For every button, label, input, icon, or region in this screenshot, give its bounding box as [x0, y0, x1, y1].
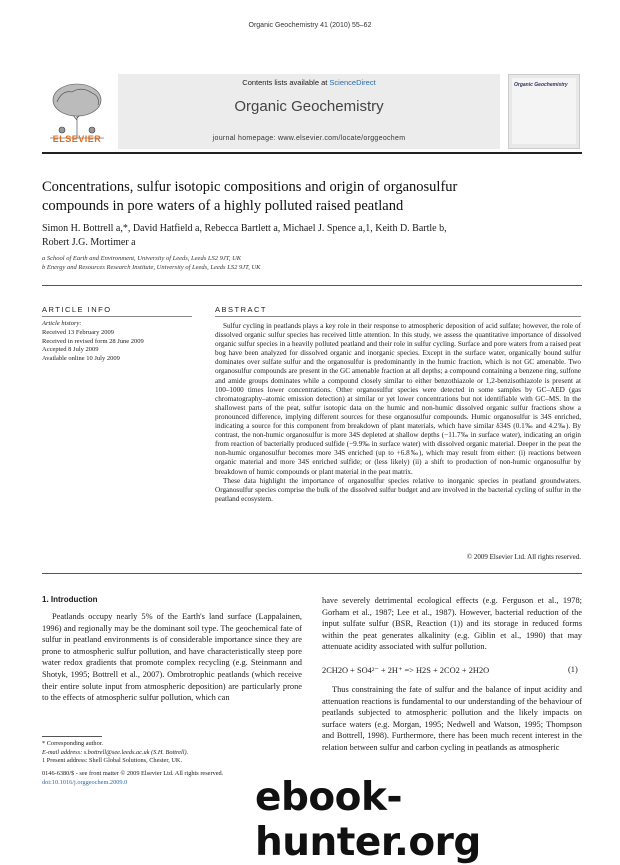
- header-rule: [42, 152, 582, 154]
- abstract-heading: ABSTRACT: [215, 305, 268, 314]
- footnote-corresponding: * Corresponding author.: [42, 740, 104, 747]
- journal-title: Organic Geochemistry: [234, 98, 384, 115]
- abstract-bottom-rule: [42, 573, 582, 574]
- sciencedirect-link[interactable]: ScienceDirect: [329, 78, 376, 87]
- paper-title: [42, 178, 582, 216]
- contents-prefix: Contents lists available at: [242, 78, 330, 87]
- authors-line-2: Robert J.G. Mortimer a: [42, 237, 136, 248]
- section-rule: [42, 285, 582, 286]
- equation-number: (1): [568, 665, 578, 674]
- affiliation-a: a School of Earth and Environment, University of Leeds, Leeds LS2 9JT, UK: [42, 255, 242, 262]
- col2-paragraph-1: have severely detrimental ecological effects (e.g. Ferguson et al., 1978; Gorham et al., 1987; Lee et al., 1987). However, bacterial reduction of the input sulfate sulfur (BSR, Reaction (1)) and its storage in reduced forms within the peat generates alkalinity (e.g. Giblin et al., 1990) that may attenuate acidity associated with sulfur pollution.: [322, 596, 582, 652]
- publisher-name: ELSEVIER: [52, 134, 102, 144]
- authors-line-1: Simon H. Bottrell a,*, David Hatfield a, Rebecca Bartlett a, Michael J. Spence a,1, Keith D. Bartle b,: [42, 223, 447, 234]
- homepage-url[interactable]: www.elsevier.com/locate/orggeochem: [278, 135, 406, 142]
- journal-homepage: [118, 135, 500, 142]
- article-info-rule: [42, 316, 192, 317]
- footnote-email: E-mail address: s.bottrell@see.leeds.ac.uk (S.H. Bottrell).: [42, 748, 189, 756]
- journal-reference: Organic Geochemistry 41 (2010) 55–62: [248, 22, 372, 29]
- article-history: [42, 320, 192, 364]
- article-info-heading: ARTICLE INFO: [42, 305, 112, 314]
- history-received: Received 13 February 2009: [42, 328, 115, 336]
- reaction-equation: 2CH2O + SO4²⁻ + 2H⁺ => H2S + 2CO2 + 2H2O: [322, 666, 490, 675]
- copyright-notice: © 2009 Elsevier Ltd. All rights reserved.: [466, 553, 581, 561]
- title-line-1: Concentrations, sulfur isotopic compositions and origin of organosulfur: [42, 179, 458, 195]
- title-line-2: compounds in pore waters of a highly polluted raised peatland: [42, 198, 404, 214]
- history-online: Available online 10 July 2009: [42, 355, 120, 363]
- abstract-body: [215, 322, 581, 504]
- contents-line: [118, 78, 500, 87]
- introduction-heading: 1. Introduction: [42, 595, 98, 604]
- footnote-present-address: 1 Present address: Shell Global Solutions, Chester, UK.: [42, 757, 183, 765]
- history-revised: Received in revised form 28 June 2009: [42, 337, 144, 345]
- abstract-paragraph-1: Sulfur cycling in peatlands plays a key role in their response to atmospheric deposition of acid sulfate; however, the role of dissolved organic sulfur species has received little attention. In this study, we assess the quantitative importance of dissolved organic sulfur species in a heavily polluted peatland and their role in sulfur cycling. Surface and pore waters from a raised peat bog have been analyzed for dissolved organic and inorganic species. Except in the surface water, organically bound sulfur dominates over sulfate sulfur and the organosulfur is predominantly in the humic fraction, which is not GC amenable. Two organosulfur compounds are present in the GC amenable fraction at all depths; a compound containing a benzene ring, sulfone and amide groups dominates while a compound closely similar to either benzothiazole or 1,2-benzisothiazole is present at 100–1000 times lower concentrations. Other organosulfur species were detected in some samples by GC–AED (gas chromatography–atomic emission detection) at similar or yet lower concentrations but not identifiable with GC–MS. In the shallowest parts of the peat, sulfur isotopic data on the humic and non-humic dissolved organic sulfur fractions show a pronounced difference, implying different sources for these organosulfur compounds. Humic organosulfur is 34S enriched, indicating a source for this component from breakdown of plant materials, which have similar δ34S (0.1‰ and 4.2‰). By contrast, the non-humic organosulfur is more 34S depleted at shallow depths (−11.7‰ in surface water), indicating an origin from reaction of bacterially produced sulfide (−9.9‰ in surface water) with dissolved organic material. Deeper in the peat the non-humic organosulfur becomes more 34S enriched (up to +6.8‰), which may result from either: (i) reactions between organic material and more 34S enriched sulfide; or (less likely) (ii) a shift to production of non-humic organosulfur by breakdown of humic compounds or plant material in the peat matrix.: [215, 322, 581, 476]
- abstract-paragraph-2: These data highlight the importance of organosulfur species relative to inorganic species in peatland groundwaters. Organosulfur species comprise the bulk of the dissolved sulfur budget and are involved in the bacterial cycling of sulfur in the peatland ecosystem.: [215, 476, 581, 503]
- footnote-rule: [42, 736, 102, 737]
- cover-title: Organic Geochemistry: [514, 82, 568, 88]
- intro-paragraph-1: Peatlands occupy nearly 5% of the Earth's land surface (Lappalainen, 1996) and regionally may be the dominant soil type. The geochemical fate of sulfur in peatland environments is of considerable importance since they are prone to atmospheric sulfur pollution, and have characteristically steep pore water redox gradients that promote complex recycling (e.g. Steinmann and Shotyk, 1995; Bottrell et al., 2007). Ombrotrophic peatlands (which receive their entire solute input from atmospheric deposition) are particularly prone to the effects of atmospheric sulfur pollution, which can: [42, 612, 302, 703]
- watermark-text: ebook-hunter.org: [255, 775, 481, 865]
- author-list: [42, 222, 582, 250]
- homepage-prefix: journal homepage:: [212, 135, 279, 142]
- affiliation-b: b Energy and Resources Research Institute, University of Leeds, Leeds LS2 9JT, UK: [42, 264, 261, 271]
- abstract-rule: [215, 316, 581, 317]
- history-label: Article history:: [42, 320, 82, 327]
- col2-paragraph-2: Thus constraining the fate of sulfur and the balance of input acidity and attenuation reactions is fundamental to our understanding of the behaviour of peatlands subjected to atmospheric pollution and the likely impacts on surface waters (e.g. Morgan, 1995; Nedwell and Watson, 1995; Thompson and Bottrell, 1998). Furthermore, there has been much recent interest in the relation between sulfur and carbon cycling in peatlands as atmospheric: [322, 685, 582, 752]
- issn-line: 0146-6380/$ - see front matter © 2009 Elsevier Ltd. All rights reserved.: [42, 770, 224, 777]
- doi-link[interactable]: doi:10.1016/j.orggeochem.2009.0: [42, 778, 128, 786]
- footnotes: [42, 740, 302, 766]
- history-accepted: Accepted 8 July 2009: [42, 346, 99, 354]
